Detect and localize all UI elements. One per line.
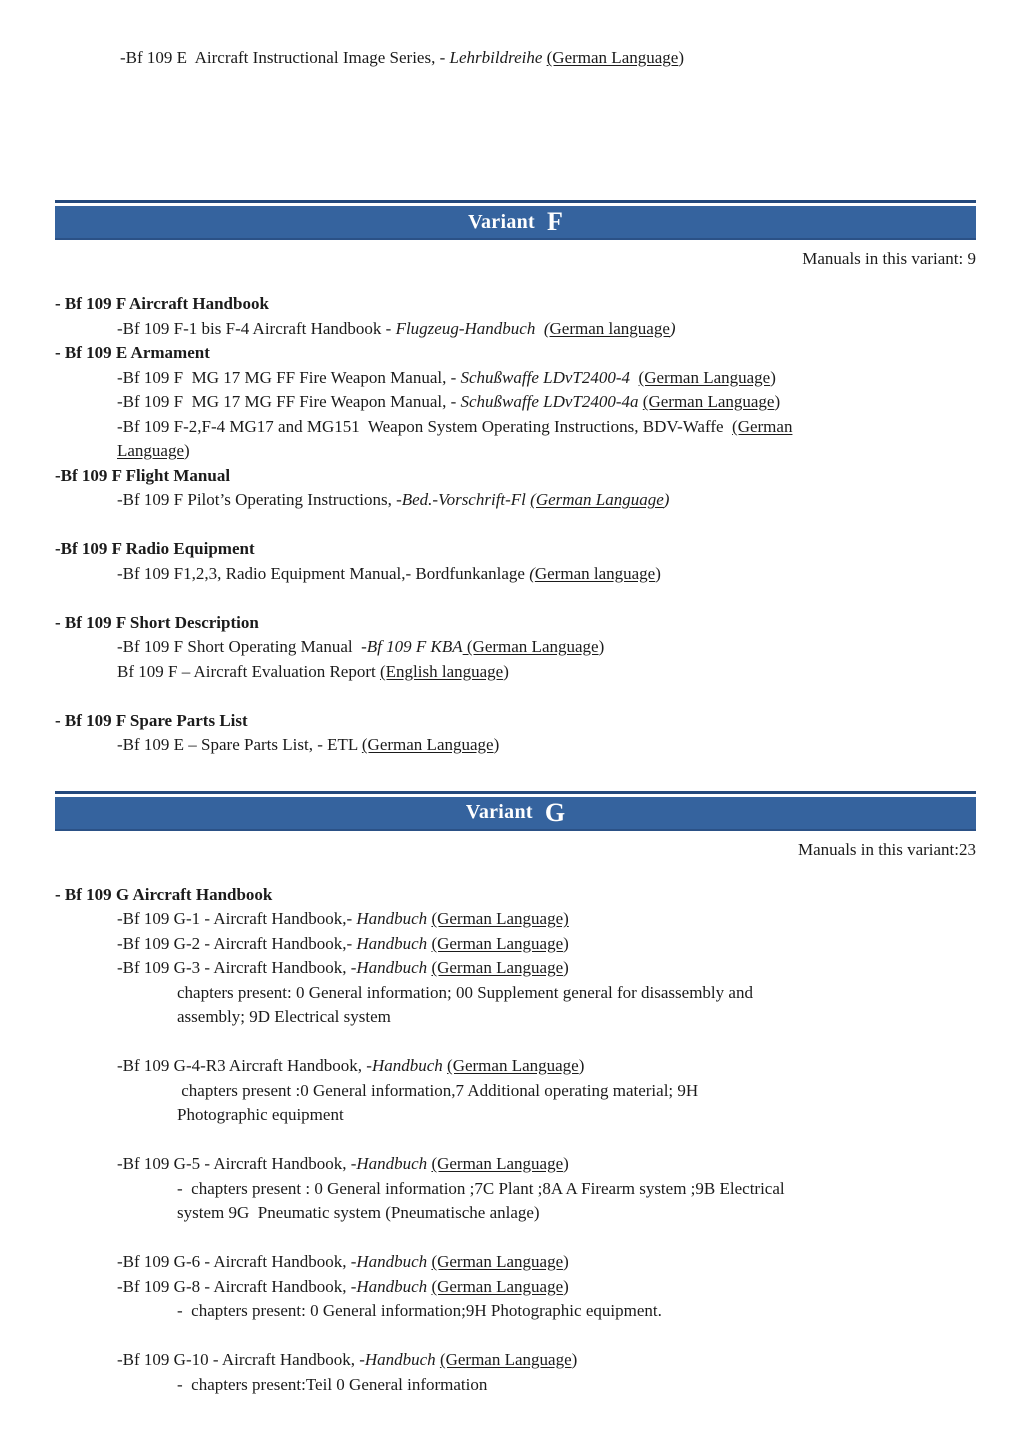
- text-segment: ): [770, 367, 776, 387]
- text-segment: [630, 368, 639, 387]
- text-segment: ): [678, 48, 684, 67]
- text-segment: ): [774, 392, 781, 411]
- variant-sections: [55, 200, 976, 1397]
- text-segment: -Bf 109 G-10 - Aircraft Handbook, -: [117, 1350, 365, 1369]
- text-segment: ): [669, 318, 676, 338]
- banner-label: Variant: [468, 210, 536, 233]
- manual-item: [55, 1250, 976, 1275]
- manual-item: [55, 932, 976, 957]
- manual-item: [55, 660, 976, 685]
- text-segment: -Bf 109 F MG 17 MG FF Fire Weapon Manual, -: [117, 367, 461, 387]
- chapter-note: [55, 1079, 976, 1104]
- text-segment: system 9G Pneumatic system (Pneumatische anlage): [177, 1203, 540, 1222]
- spacer: [55, 513, 976, 538]
- group-title: - Bf 109 F Short Description: [55, 612, 259, 632]
- text-segment: ): [563, 1252, 569, 1271]
- text-segment: (: [529, 563, 535, 583]
- manual-item: [55, 1054, 976, 1079]
- chapter-note: [55, 1299, 976, 1324]
- text-segment: ): [655, 563, 661, 583]
- text-segment: ): [563, 1276, 569, 1296]
- text-segment: -Bf 109 F-2,F-4 MG17 and MG151 Weapon System Operating Instructions, BDV-Waffe: [117, 416, 733, 436]
- language-link[interactable]: (German Language: [431, 933, 564, 953]
- text-segment: Handbuch: [356, 1252, 428, 1271]
- manuals-list: [55, 292, 976, 758]
- chapter-note: [55, 981, 976, 1006]
- manual-item: [55, 956, 976, 981]
- group-title: - Bf 109 G Aircraft Handbook: [55, 884, 273, 904]
- text-segment: -Bf 109 F Pilot’s Operating Instructions, -: [117, 490, 402, 509]
- group-title: -Bf 109 F Radio Equipment: [55, 539, 255, 558]
- manual-item: [55, 439, 976, 464]
- group-title: - Bf 109 F Spare Parts List: [55, 710, 248, 730]
- language-link[interactable]: (German Language: [431, 1252, 564, 1271]
- text-segment: Bf 109 F KBA: [366, 637, 463, 656]
- manual-item: [55, 488, 976, 513]
- text-segment: Bed.-Vorschrift-Fl: [401, 490, 526, 509]
- manual-item: [55, 635, 976, 660]
- text-segment: -Bf 109 G-5 - Aircraft Handbook, -: [117, 1154, 357, 1173]
- text-segment: chapters present :0 General information,7 Additional operating material; 9H: [177, 1080, 699, 1100]
- text-segment: Photographic equipment: [177, 1105, 344, 1124]
- manual-item: [55, 562, 976, 587]
- language-link[interactable]: (German Language): [431, 909, 569, 928]
- manuals-count: Manuals in this variant:23: [797, 839, 976, 859]
- manual-item: [55, 907, 976, 932]
- text-segment: ): [663, 490, 670, 509]
- text-segment: -Bf 109 E Aircraft Instructional Image Series, -: [120, 48, 450, 67]
- text-segment: -Bf 109 G-8 - Aircraft Handbook, -: [117, 1276, 357, 1296]
- text-segment: ): [493, 735, 500, 754]
- text-segment: ): [563, 1154, 569, 1173]
- spacer: [55, 1128, 976, 1153]
- text-segment: -Bf 109 G-2 - Aircraft Handbook,-: [117, 933, 357, 953]
- text-segment: -Bf 109 F1,2,3, Radio Equipment Manual,- Bordfunkanlage: [117, 563, 530, 583]
- language-link[interactable]: (German Language: [546, 48, 679, 67]
- language-link[interactable]: (German Language: [638, 367, 771, 387]
- manual-item: [55, 366, 976, 391]
- manuals-count: Manuals in this variant: 9: [802, 249, 976, 268]
- variant-banner: [55, 797, 976, 831]
- banner-label: Variant: [465, 801, 533, 823]
- chapter-note: [55, 1373, 976, 1398]
- text-segment: ): [578, 1056, 585, 1075]
- text-segment: Bf 109 F – Aircraft Evaluation Report: [117, 661, 380, 681]
- text-segment: Handbuch: [356, 909, 428, 928]
- banner-top-rule: [55, 200, 976, 203]
- language-link[interactable]: (German Language: [431, 1154, 564, 1173]
- variant-banner: [55, 206, 976, 240]
- manual-item: [55, 1348, 976, 1373]
- language-link[interactable]: (German Language: [361, 735, 494, 754]
- group-title: - Bf 109 F Aircraft Handbook: [55, 294, 269, 313]
- manual-item: [55, 1152, 976, 1177]
- variant-section-g: [55, 791, 976, 1398]
- text-segment: -Bf 109 G-6 - Aircraft Handbook, -: [117, 1252, 357, 1271]
- text-segment: ): [503, 661, 509, 681]
- language-link[interactable]: Language: [117, 441, 185, 460]
- language-link[interactable]: (German Language: [530, 490, 664, 509]
- text-segment: -Bf 109 F MG 17 MG FF Fire Weapon Manual, -: [117, 392, 461, 411]
- manual-item: [55, 415, 976, 440]
- text-segment: Handbuch: [356, 933, 428, 953]
- spacer: [55, 1324, 976, 1349]
- language-link[interactable]: (German Language: [642, 392, 775, 411]
- language-link[interactable]: (German Language: [431, 1276, 564, 1296]
- text-segment: -Bf 109 E – Spare Parts List, - ETL: [117, 735, 362, 754]
- text-segment: - chapters present : 0 General information ;7C Plant ;8A A Firearm system ;9B Electrical: [177, 1178, 785, 1198]
- language-link[interactable]: (German: [732, 416, 793, 436]
- text-segment: Handbuch: [356, 958, 428, 977]
- banner-variant-letter: G: [544, 797, 566, 827]
- chapter-note: [55, 1201, 976, 1226]
- text-segment: ): [563, 958, 569, 977]
- group-title: -Bf 109 F Flight Manual: [55, 465, 231, 485]
- spacer: [55, 1226, 976, 1251]
- language-link[interactable]: (German Language: [447, 1056, 579, 1075]
- spacer: [55, 684, 976, 709]
- text-segment: - chapters present: 0 General information;9H Photographic equipment.: [177, 1301, 662, 1320]
- text-segment: [535, 319, 544, 338]
- text-segment: ): [598, 637, 605, 656]
- language-link[interactable]: (English language: [379, 661, 504, 681]
- text-segment: -Bf 109 G-1 - Aircraft Handbook,-: [117, 909, 357, 928]
- chapter-note: [55, 1177, 976, 1202]
- banner-top-rule: [55, 791, 976, 794]
- language-link[interactable]: (German Language: [439, 1350, 572, 1369]
- text-segment: Handbuch: [356, 1154, 428, 1173]
- variant-section-f: [55, 200, 976, 758]
- manual-item: [55, 390, 976, 415]
- language-link[interactable]: (German Language: [462, 637, 599, 656]
- text-segment: Handbuch: [356, 1276, 428, 1296]
- text-segment: assembly; 9D Electrical system: [177, 1007, 391, 1026]
- text-segment: - chapters present:Teil 0 General information: [177, 1374, 488, 1394]
- language-link[interactable]: (German Language: [431, 958, 564, 977]
- manuals-list: [55, 883, 976, 1398]
- chapter-note: [55, 1103, 976, 1128]
- text-segment: -Bf 109 G-4-R3 Aircraft Handbook, -: [117, 1056, 372, 1075]
- language-link[interactable]: German language: [549, 318, 670, 338]
- manual-item: [55, 317, 976, 342]
- spacer: [55, 586, 976, 611]
- text-segment: Handbuch: [364, 1350, 436, 1369]
- text-segment: ): [563, 933, 569, 953]
- text-segment: Flugzeug-Handbuch: [395, 318, 536, 338]
- text-segment: Lehrbildreihe: [449, 48, 543, 67]
- text-segment: ): [571, 1350, 578, 1369]
- document-title-line: [55, 46, 976, 70]
- banner-variant-letter: F: [547, 207, 563, 236]
- text-segment: Schußwaffe LDvT2400-4: [460, 367, 631, 387]
- chapter-note: [55, 1005, 976, 1030]
- text-segment: -Bf 109 F-1 bis F-4 Aircraft Handbook -: [117, 318, 396, 338]
- manual-item: [55, 733, 976, 758]
- text-segment: Handbuch: [371, 1056, 443, 1075]
- language-link[interactable]: German language: [534, 563, 656, 583]
- text-segment: chapters present: 0 General information; 00 Supplement general for disassembly and: [177, 982, 753, 1002]
- text-segment: -Bf 109 F Short Operating Manual -: [117, 637, 367, 656]
- manual-item: [55, 1275, 976, 1300]
- text-segment: ): [184, 441, 190, 460]
- group-title: - Bf 109 E Armament: [55, 343, 210, 362]
- text-segment: (: [543, 318, 550, 338]
- text-segment: Schußwaffe LDvT2400-4a: [460, 392, 639, 411]
- text-segment: -Bf 109 G-3 - Aircraft Handbook, -: [117, 958, 357, 977]
- spacer: [55, 1030, 976, 1055]
